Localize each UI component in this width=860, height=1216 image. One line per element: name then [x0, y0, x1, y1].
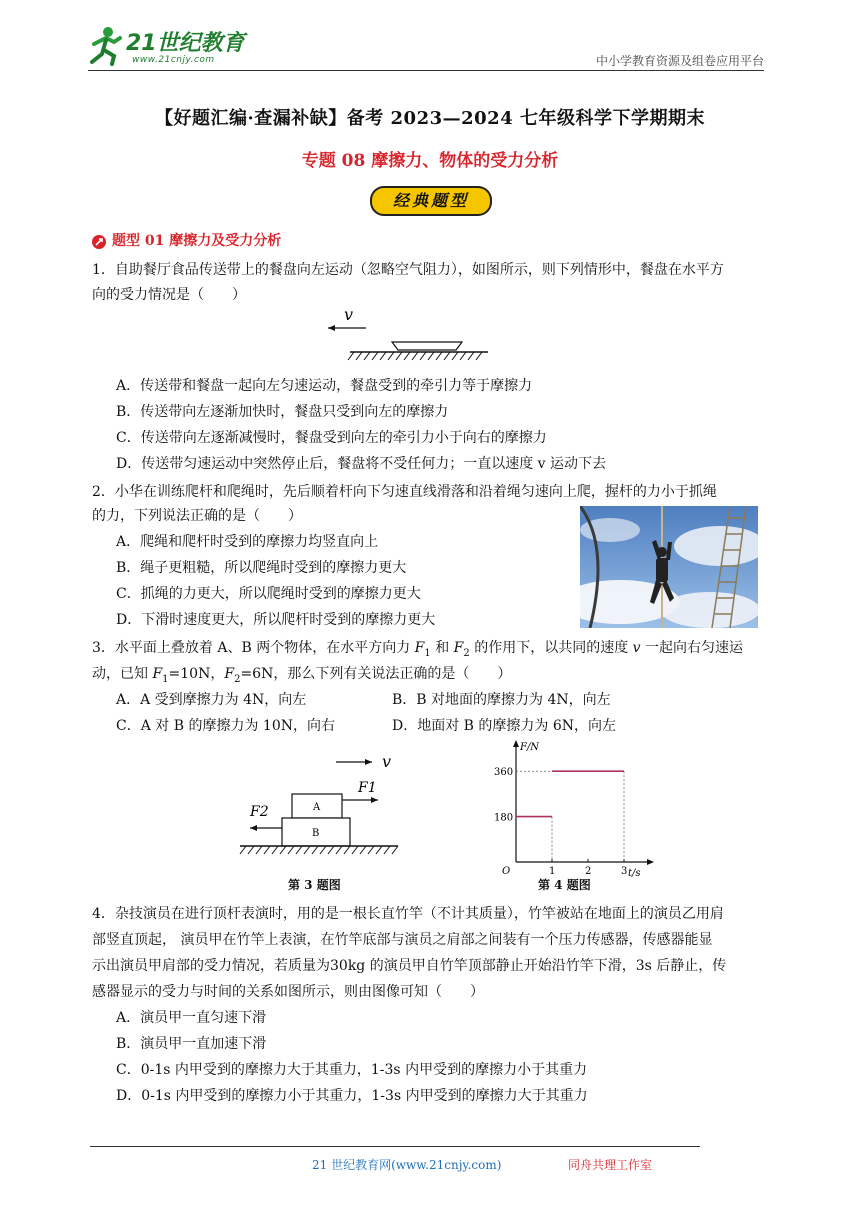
q1-option-b: B．传送带向左逐渐加快时，餐盘只受到向左的摩擦力 — [116, 404, 449, 420]
rocket-icon — [92, 235, 106, 249]
q4-option-a: A．演员甲一直匀速下滑 — [116, 1010, 267, 1026]
q4-stem-line4: 感器显示的受力与时间的关系如图所示，则由图像可知（ ） — [92, 984, 484, 1000]
q2-stem-line1: 2．小华在训练爬杆和爬绳时，先后顺着杆向下匀速直线滑落和沿着绳匀速向上爬，握杆的力小于抓绳 — [92, 484, 717, 500]
q1-option-c: C．传送带向左逐渐减慢时，餐盘受到向左的牵引力小于向右的摩擦力 — [116, 430, 547, 446]
q4-stem-line3: 示出演员甲肩部的受力情况，若质量为30kg 的演员甲自竹竿顶部静止开始沿竹竿下滑，3s 后静止，传 — [92, 958, 727, 974]
q4-stem-line2: 部竖直顶起， 演员甲在竹竿上表演，在竹竿底部与演员之肩部之间装有一个压力传感器，传感器能显 — [92, 932, 713, 948]
y-tick-label: 360 — [494, 767, 514, 779]
badge-label: 经典题型 — [392, 191, 469, 210]
q2-option-d: D．下滑时速度更大，所以爬杆时受到的摩擦力更大 — [116, 612, 436, 628]
q3-stem-line1: 3．水平面上叠放着 A、B 两个物体，在水平方向力 $F_1$ 和 $F_2$ 的作用下，以共同的速度 v 一起向右匀速运 — [92, 640, 744, 659]
q2-option-a: A．爬绳和爬杆时受到的摩擦力均竖直向上 — [116, 534, 379, 550]
y-axis-label: F/N — [520, 742, 540, 753]
q4-option-b: B．演员甲一直加速下滑 — [116, 1036, 267, 1052]
q1-stem-line2: 向的受力情况是（ ） — [92, 287, 246, 303]
q1-v-label: v — [344, 306, 354, 324]
q4-caption: 第 4 题图 — [538, 878, 591, 892]
header-right-text: 中小学教育资源及组卷应用平台 — [595, 54, 764, 68]
logo-url: www.21cnjy.com — [132, 55, 215, 65]
q3-caption: 第 3 题图 — [288, 878, 341, 892]
block-b-label: B — [312, 828, 320, 839]
q2-option-c: C．抓绳的力更大，所以爬绳时受到的摩擦力更大 — [116, 586, 421, 602]
q1-option-a: A．传送带和餐盘一起向左匀速运动，餐盘受到的牵引力等于摩擦力 — [116, 378, 533, 394]
q1-option-d: D．传送带匀速运动中突然停止后，餐盘将不受任何力；一直以速度 v 运动下去 — [116, 456, 607, 472]
x-axis-label: t/s — [628, 868, 641, 878]
footer-rule — [90, 1146, 700, 1147]
footer-right: 同舟共理工作室 — [568, 1158, 653, 1172]
x-tick-label: 3 — [621, 866, 628, 877]
q4-chart — [474, 738, 656, 878]
q3-v-label: v — [382, 752, 392, 771]
origin-label: O — [502, 866, 511, 877]
f1-label: F1 — [358, 780, 377, 796]
header-rule — [88, 70, 764, 71]
q4-stem-line1: 4．杂技演员在进行顶杆表演时，用的是一根长直竹竿（不计其质量），竹竿被站在地面上的演员乙用肩 — [92, 906, 724, 922]
y-tick-label: 180 — [494, 812, 514, 824]
q3-option-d: D．地面对 B 的摩擦力为 6N，向左 — [392, 718, 617, 734]
page-title: 【好题汇编·查漏补缺】备考 2023—2024 七年级科学下学期期末 — [155, 108, 705, 129]
q2-stem-line2: 的力，下列说法正确的是（ ） — [92, 508, 302, 524]
q1-figure — [320, 306, 490, 362]
section-icon — [92, 234, 106, 253]
q3-option-c: C．A 对 B 的摩擦力为 10N，向右 — [116, 718, 335, 734]
section-badge — [370, 186, 492, 216]
q3-stem-line2: 动，已知 $F_1=10N$，$F_2=6N$，那么下列有关说法正确的是（ ） — [92, 666, 512, 685]
q3-figure — [236, 748, 406, 858]
block-a-label: A — [313, 802, 321, 813]
footer-left: 21 世纪教育网(www.21cnjy.com) — [312, 1158, 502, 1172]
q3-option-a: A．A 受到摩擦力为 4N，向左 — [116, 692, 307, 708]
topic-title: 专题 08 摩擦力、物体的受力分析 — [301, 151, 559, 171]
y-axis-arrow — [513, 740, 519, 747]
q4-option-d: D．0-1s 内甲受到的摩擦力小于其重力，1-3s 内甲受到的摩擦力大于其重力 — [116, 1088, 588, 1104]
q3-option-b: B．B 对地面的摩擦力为 4N，向左 — [392, 692, 611, 708]
x-axis-arrow — [647, 859, 654, 865]
q4-option-c: C．0-1s 内甲受到的摩擦力大于其重力，1-3s 内甲受到的摩擦力小于其重力 — [116, 1062, 588, 1078]
rope-climber-photo — [580, 506, 758, 628]
section-heading: 题型 01 摩擦力及受力分析 — [112, 233, 282, 249]
q2-option-b: B．绳子更粗糙，所以爬绳时受到的摩擦力更大 — [116, 560, 407, 576]
logo-text: 21世纪教育 — [126, 31, 245, 56]
q1-stem-line1: 1．自助餐厅食品传送带上的餐盘向左运动（忽略空气阻力），如图所示，则下列情形中，餐盘在水平方 — [92, 262, 724, 278]
plate-shape — [392, 342, 462, 350]
x-tick-label: 2 — [585, 866, 592, 877]
f2-label: F2 — [250, 804, 269, 820]
x-tick-label: 1 — [549, 866, 556, 877]
